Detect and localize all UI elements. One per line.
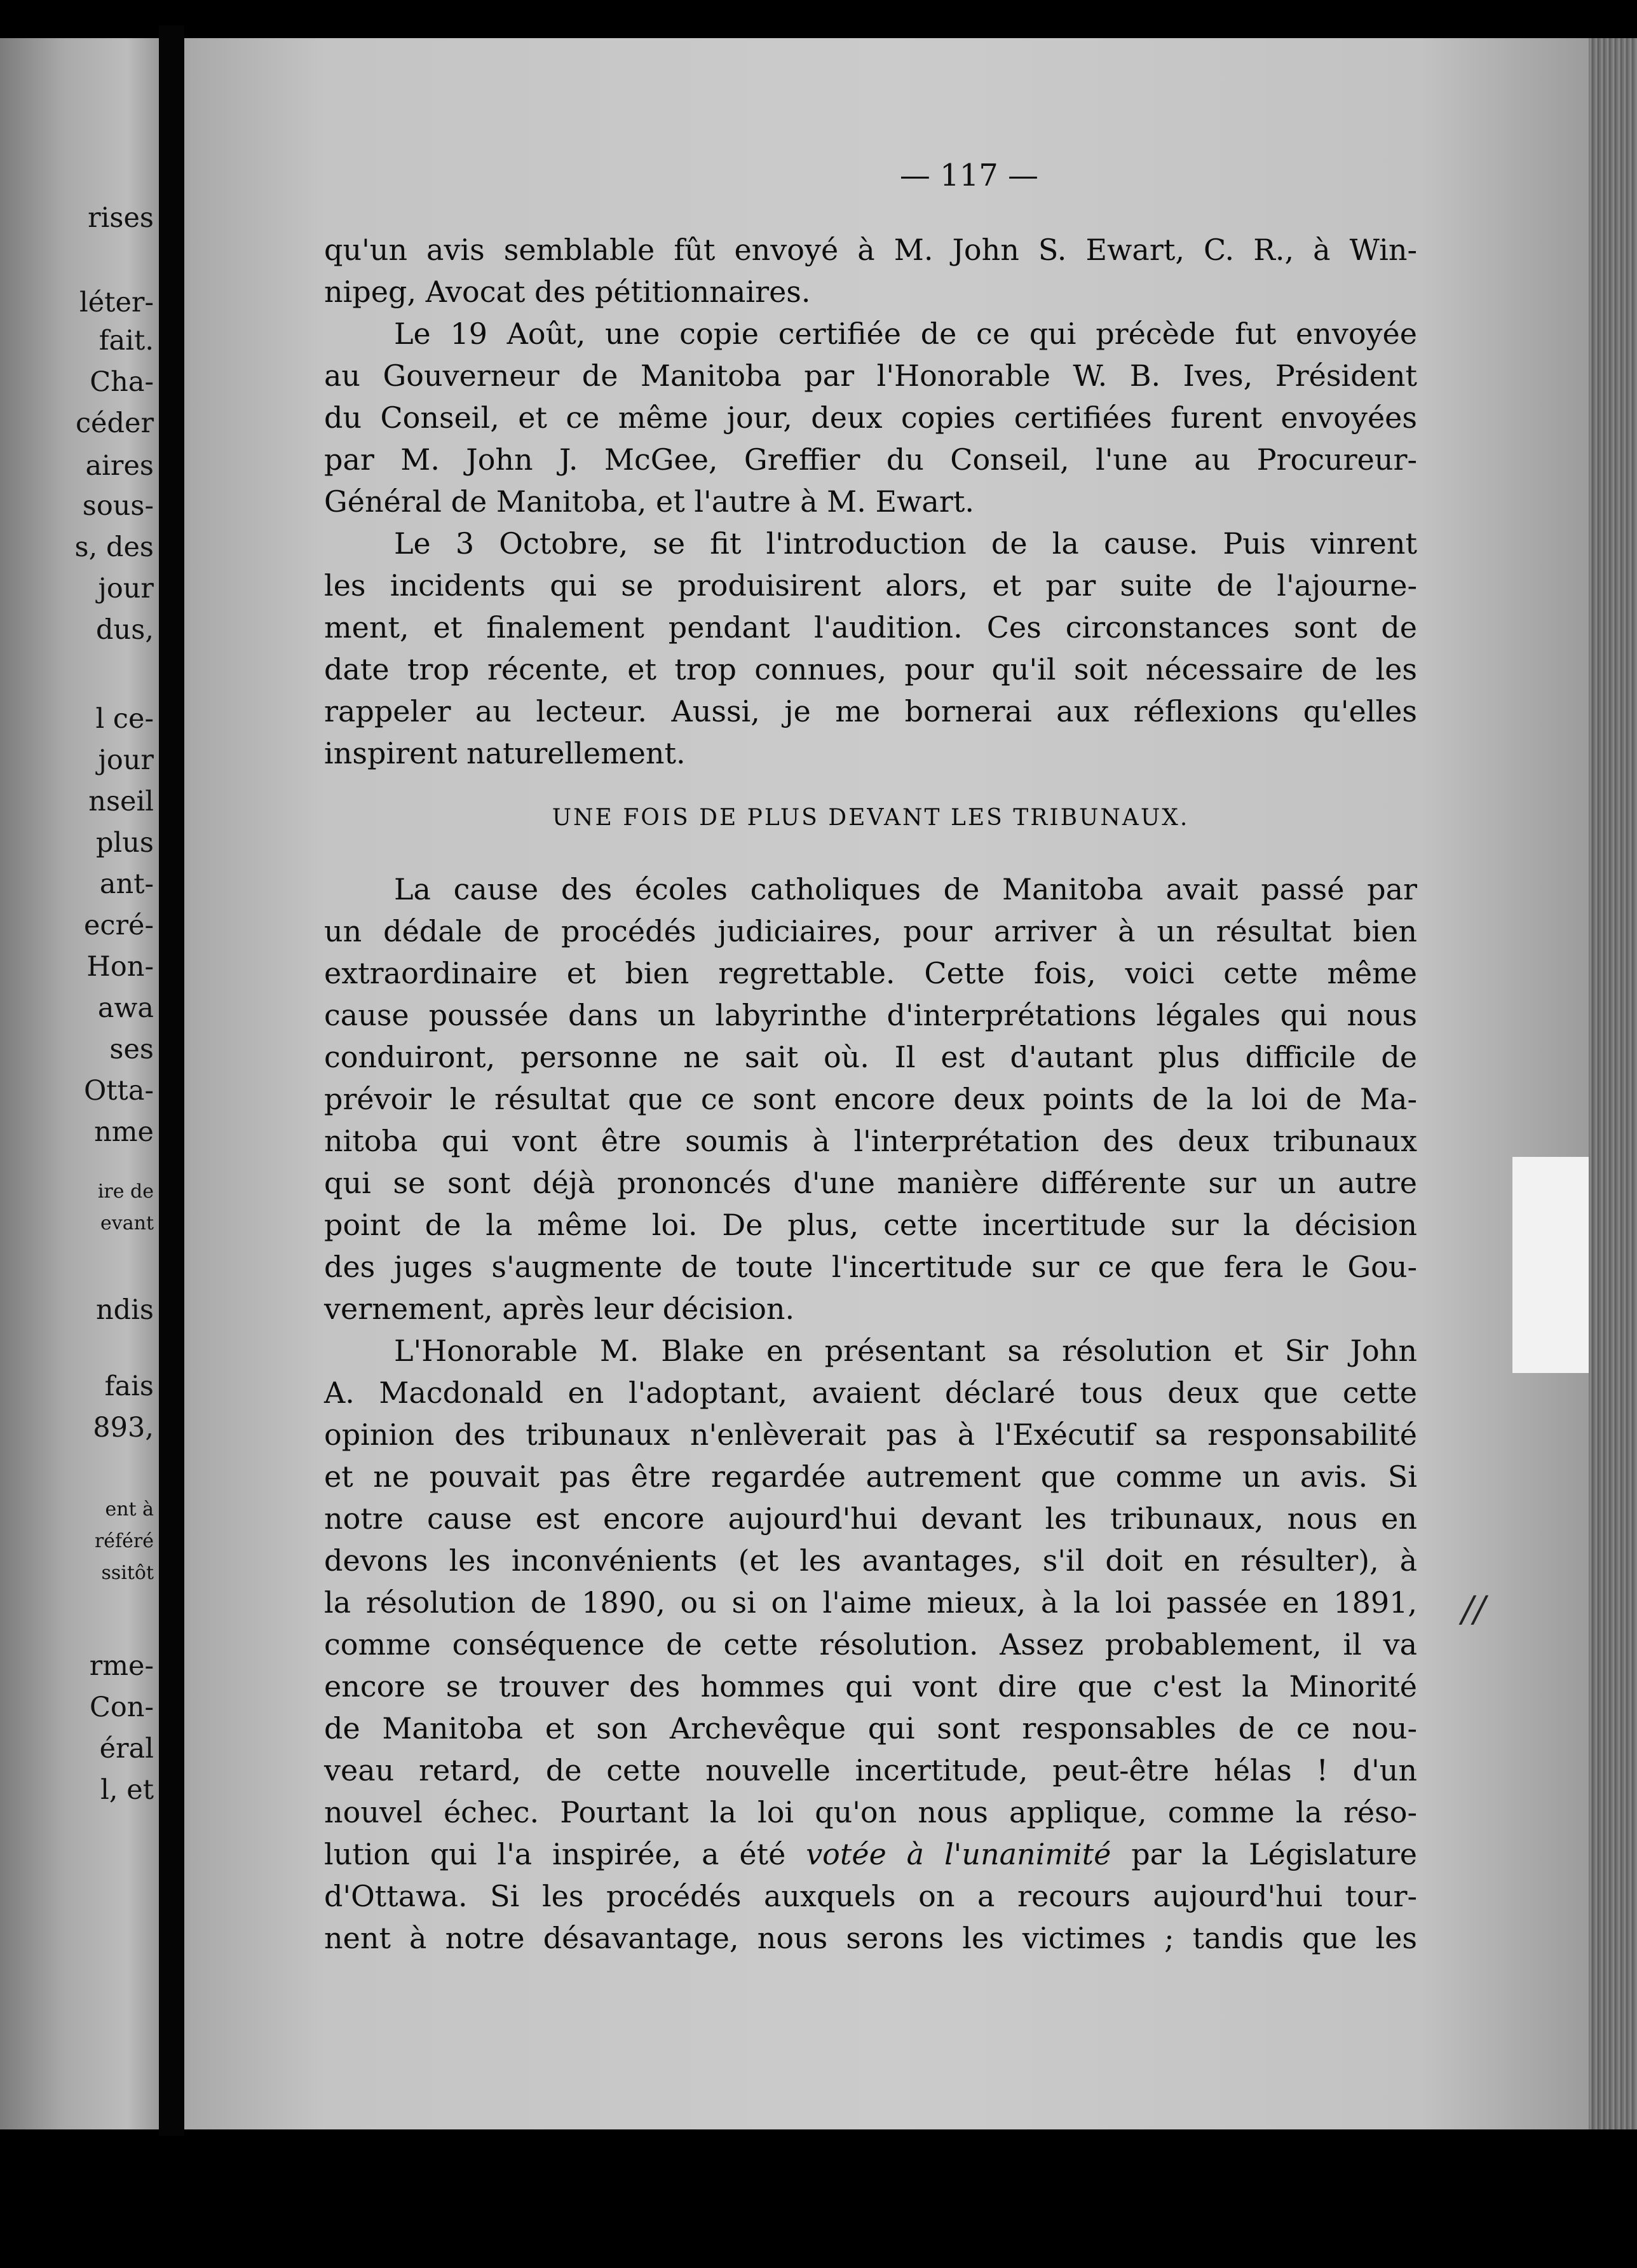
text-line: cause poussée dans un labyrinthe d'interprétations légales qui nous (324, 998, 1417, 1032)
previous-page-text-line: fait. (98, 325, 154, 357)
previous-page-text-line: ire de (97, 1180, 154, 1203)
paragraph (324, 868, 1417, 1330)
text-line: nouvel échec. Pourtant la loi qu'on nous applique, comme la réso- (324, 1795, 1417, 1829)
previous-page-text-line: rme- (89, 1650, 154, 1682)
section-heading: UNE FOIS DE PLUS DEVANT LES TRIBUNAUX. (552, 805, 1190, 831)
text-line: qu'un avis semblable fût envoyé à M. John S. Ewart, C. R., à Win- (324, 233, 1417, 267)
text-line: encore se trouver des hommes qui vont dire que c'est la Minorité (324, 1669, 1417, 1704)
previous-page-text-line: ndis (95, 1294, 154, 1326)
text-line: devons les inconvénients (et les avantages, s'il doit en résulter), à (324, 1543, 1417, 1578)
text-line: nitoba qui vont être soumis à l'interprétation des deux tribunaux (324, 1124, 1417, 1158)
text-line: rappeler au lecteur. Aussi, je me bornerai aux réflexions qu'elles (324, 694, 1417, 728)
text-line: opinion des tribunaux n'enlèverait pas à l'Exécutif sa responsabilité (324, 1418, 1417, 1452)
text-line: notre cause est encore aujourd'hui devant les tribunaux, nous en (324, 1501, 1417, 1536)
text-line: L'Honorable M. Blake en présentant sa résolution et Sir John (394, 1334, 1417, 1368)
previous-page-text-line: nme (94, 1116, 154, 1148)
previous-page-text-line: plus (95, 827, 154, 859)
italic-text: votée à l'unanimité (806, 1837, 1111, 1871)
text-line: date trop récente, et trop connues, pour qu'il soit nécessaire de les (324, 652, 1417, 687)
previous-page-fragment (0, 38, 159, 2129)
text-line: Le 19 Août, une copie certifiée de ce qui précède fut envoyée (394, 317, 1417, 351)
scan-artifact (1512, 1157, 1589, 1373)
text-line (324, 1833, 1417, 1875)
text-line: A. Macdonald en l'adoptant, avaient déclaré tous deux que cette (324, 1376, 1417, 1410)
text-span: lution qui l'a inspirée, a été (324, 1837, 806, 1871)
previous-page-text-line: dus, (96, 614, 154, 646)
previous-page-text-line: rises (88, 202, 154, 234)
previous-page-text-line: l ce- (95, 703, 154, 735)
text-line: La cause des écoles catholiques de Manitoba avait passé par (394, 872, 1417, 906)
text-line: un dédale de procédés judiciaires, pour arriver à un résultat bien (324, 914, 1417, 948)
text-line: inspirent naturellement. (324, 736, 686, 770)
paragraph (324, 229, 1417, 313)
text-line: Général de Manitoba, et l'autre à M. Ewart. (324, 484, 974, 519)
page-body (324, 229, 1417, 1959)
previous-page-text-line: nseil (88, 786, 154, 817)
book-gutter (159, 25, 184, 2136)
text-line: Le 3 Octobre, se fit l'introduction de la cause. Puis vinrent (394, 526, 1417, 561)
text-line: qui se sont déjà prononcés d'une manière différente sur un autre (324, 1166, 1417, 1200)
previous-page-text-line: ent à (105, 1498, 154, 1520)
previous-page-text-line: éral (99, 1733, 154, 1765)
paragraph (324, 523, 1417, 774)
page-number: — 117 — (899, 158, 1039, 193)
previous-page-text-line: l, et (100, 1774, 154, 1806)
text-line: les incidents qui se produisirent alors, et par suite de l'ajourne- (324, 568, 1417, 603)
previous-page-text-line: ecré- (83, 910, 154, 941)
previous-page-text-line: céder (75, 407, 154, 439)
previous-page-text-line: sous- (82, 490, 154, 522)
margin-mark: // (1462, 1589, 1486, 1630)
text-line: veau retard, de cette nouvelle incertitude, peut-être hélas ! d'un (324, 1753, 1417, 1787)
text-line: point de la même loi. De plus, cette incertitude sur la décision (324, 1208, 1417, 1242)
previous-page-text-line: Cha- (90, 366, 154, 398)
text-line: par M. John J. McGee, Greffier du Conseil, l'une au Procureur- (324, 442, 1417, 477)
paragraph (324, 1330, 1417, 1833)
text-line: de Manitoba et son Archevêque qui sont responsables de ce nou- (324, 1711, 1417, 1745)
text-line: nent à notre désavantage, nous serons les victimes ; tandis que les (324, 1921, 1417, 1955)
previous-page-text-line: Con- (89, 1691, 154, 1723)
previous-page-text-line: référé (94, 1530, 154, 1552)
text-line: des juges s'augmente de toute l'incertitude sur ce que fera le Gou- (324, 1250, 1417, 1284)
previous-page-text-line: aires (85, 450, 154, 482)
text-line: et ne pouvait pas être regardée autrement que comme un avis. Si (324, 1459, 1417, 1494)
previous-page-text-line: ses (109, 1034, 154, 1065)
book-page (184, 38, 1589, 2129)
text-line: du Conseil, et ce même jour, deux copies certifiées furent envoyées (324, 400, 1417, 435)
paragraph (324, 313, 1417, 523)
previous-page-text-line: jour (98, 744, 154, 776)
previous-page-text-line: fais (104, 1370, 154, 1402)
previous-page-text-line: ssitôt (101, 1562, 154, 1584)
text-line: conduiront, personne ne sait où. Il est d'autant plus difficile de (324, 1040, 1417, 1074)
previous-page-text-line: Otta- (84, 1075, 154, 1107)
text-span: par la Législature (1111, 1837, 1418, 1871)
paragraph (324, 1875, 1417, 1959)
previous-page-text-line: ant- (99, 868, 154, 900)
previous-page-text-line: s, des (74, 531, 154, 563)
previous-page-text-line: Hon- (86, 951, 154, 983)
text-line: au Gouverneur de Manitoba par l'Honorable W. B. Ives, Président (324, 359, 1417, 393)
previous-page-text-line: 893, (93, 1412, 154, 1444)
text-line: vernement, après leur décision. (324, 1292, 795, 1326)
previous-page-text-line: evant (100, 1212, 154, 1234)
previous-page-text-line: jour (98, 573, 154, 605)
previous-page-text-line: léter- (79, 287, 154, 318)
text-line: la résolution de 1890, ou si on l'aime mieux, à la loi passée en 1891, (324, 1585, 1417, 1620)
text-line: d'Ottawa. Si les procédés auxquels on a recours aujourd'hui tour- (324, 1879, 1417, 1913)
previous-page-text-line: awa (97, 992, 154, 1024)
text-line: ment, et finalement pendant l'audition. Ces circonstances sont de (324, 610, 1417, 645)
text-line: nipeg, Avocat des pétitionnaires. (324, 275, 811, 309)
text-line: comme conséquence de cette résolution. Assez probablement, il va (324, 1627, 1417, 1662)
text-line: prévoir le résultat que ce sont encore deux points de la loi de Ma- (324, 1082, 1417, 1116)
page-edge (1589, 38, 1637, 2129)
text-line: extraordinaire et bien regrettable. Cette fois, voici cette même (324, 956, 1417, 990)
